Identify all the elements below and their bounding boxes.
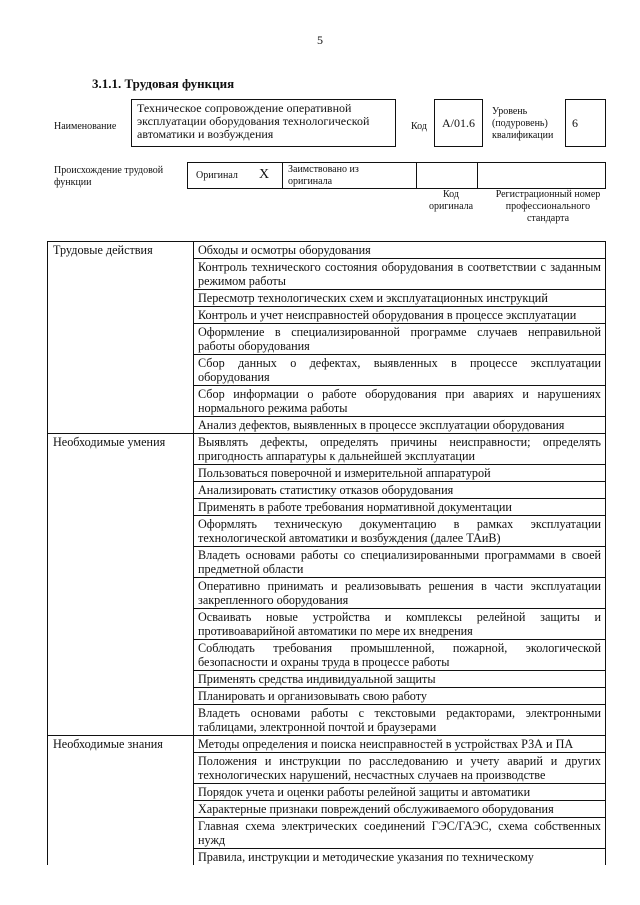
qualification-level-label-line: Уровень <box>492 106 528 117</box>
function-name-value: Техническое сопровождение оперативной эксплуатации оборудования технологической автоматики и возбуждения <box>137 101 370 141</box>
original-mark: X <box>259 167 270 182</box>
table-cell: Обходы и осмотры оборудования <box>194 242 606 259</box>
table-cell: Методы определения и поиска неисправностей в устройствах РЗА и ПА <box>194 736 606 753</box>
table-row <box>48 242 606 259</box>
table-cell: Пользоваться поверочной и измерительной аппаратурой <box>194 465 606 482</box>
section-title: 3.1.1. Трудовая функция <box>92 76 235 91</box>
table-cell: Оформлять техническую документацию в рамках эксплуатации технологической автоматики и возбуждения (далее ТАиВ) <box>194 516 606 547</box>
caption-line: профессионального <box>505 201 591 212</box>
category-labor-actions: Трудовые действия <box>48 242 194 434</box>
table-cell: Осваивать новые устройства и комплексы релейной защиты и противоаварийной автоматики по мере их внедрения <box>194 609 606 640</box>
table-cell: Правила, инструкции и методические указания по техническому <box>194 849 606 866</box>
table-row <box>48 736 606 753</box>
qualification-level-value: 6 <box>572 116 578 130</box>
table-cell: Контроль и учет неисправностей оборудования в процессе эксплуатации <box>194 307 606 324</box>
function-name-box <box>131 99 396 147</box>
code-label: Код <box>411 121 427 132</box>
table-cell: Применять в работе требования нормативной документации <box>194 499 606 516</box>
borrowed-label-line: оригинала <box>288 176 333 187</box>
divider <box>477 163 478 188</box>
caption-line: Регистрационный номер <box>495 189 601 200</box>
table-cell: Выявлять дефекты, определять причины неисправности; определять пригодность аппаратуры к дальнейшей эксплуатации <box>194 434 606 465</box>
function-details-table <box>47 241 606 865</box>
divider <box>416 163 417 188</box>
table-cell: Сбор информации о работе оборудования при авариях и нарушениях нормального режима работы <box>194 386 606 417</box>
borrowed-label <box>288 164 359 188</box>
function-code-box <box>434 99 483 147</box>
table-cell: Применять средства индивидуальной защиты <box>194 671 606 688</box>
table-cell: Планировать и организовывать свою работу <box>194 688 606 705</box>
table-cell: Оперативно принимать и реализовывать решения в части эксплуатации закрепленного оборудования <box>194 578 606 609</box>
page-number: 5 <box>317 33 323 47</box>
table-cell: Владеть основами работы со специализированными программами в своей предметной области <box>194 547 606 578</box>
table-cell: Характерные признаки повреждений обслуживаемого оборудования <box>194 801 606 818</box>
code-original-caption <box>414 189 488 213</box>
category-required-knowledge: Необходимые знания <box>48 736 194 866</box>
category-required-skills: Необходимые умения <box>48 434 194 736</box>
table-cell: Анализ дефектов, выявленных в процессе эксплуатации оборудования <box>194 417 606 434</box>
table-cell: Оформление в специализированной программе случаев неправильной работы оборудования <box>194 324 606 355</box>
table-cell: Сбор данных о дефектах, выявленных в процессе эксплуатации оборудования <box>194 355 606 386</box>
table-cell: Главная схема электрических соединений ГЭС/ГАЭС, схема собственных нужд <box>194 818 606 849</box>
caption-line: Код <box>443 189 459 200</box>
origin-row <box>187 162 606 189</box>
table-cell: Анализировать статистику отказов оборудования <box>194 482 606 499</box>
table-cell: Контроль технического состояния оборудования в соответствии с заданным режимом работы <box>194 259 606 290</box>
qualification-level-label <box>492 106 564 142</box>
qualification-level-label-line: (подуровень) <box>492 118 548 129</box>
origin-label-line: Происхождение трудовой <box>54 165 164 176</box>
origin-label-line: функции <box>54 177 92 188</box>
divider <box>282 163 283 188</box>
table-cell: Соблюдать требования промышленной, пожарной, экологической безопасности и охраны труда в процессе работы <box>194 640 606 671</box>
original-label: Оригинал <box>196 170 238 181</box>
function-code-value: A/01.6 <box>442 116 475 130</box>
caption-line: стандарта <box>526 213 570 224</box>
table-cell: Пересмотр технологических схем и эксплуатационных инструкций <box>194 290 606 307</box>
origin-label <box>54 165 189 189</box>
reg-number-caption <box>486 189 610 225</box>
caption-line: оригинала <box>428 201 474 212</box>
qualification-level-label-line: квалификации <box>492 130 554 141</box>
name-label: Наименование <box>54 121 117 132</box>
borrowed-label-line: Заимствовано из <box>288 164 359 175</box>
table-row <box>48 434 606 465</box>
table-cell: Порядок учета и оценки работы релейной защиты и автоматики <box>194 784 606 801</box>
qualification-level-box <box>565 99 606 147</box>
table-cell: Владеть основами работы с текстовыми редакторами, электронными таблицами, электронной почтой и браузерами <box>194 705 606 736</box>
table-cell: Положения и инструкции по расследованию и учету аварий и других технологических нарушений, несчастных случаев на производстве <box>194 753 606 784</box>
